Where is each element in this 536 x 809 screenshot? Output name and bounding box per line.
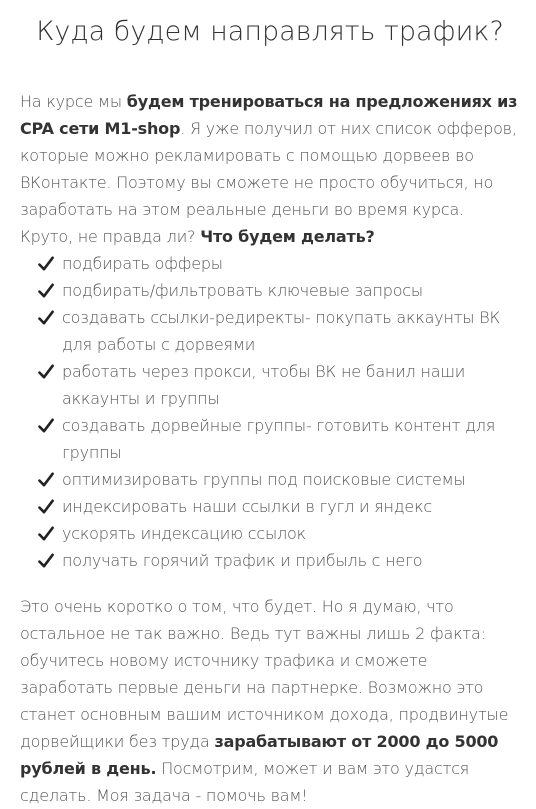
outro-text-1: Это очень коротко о том, что будет. Но я думаю, что остальное не так важно. Ведь тут важны лишь 2 факта: обучитесь новому источнику трафика и сможете заработать первые деньги на партнерке. Возможно это станет основным вашим источником дохода, продвинутые дорвейщики без труда xyxy=(20,597,509,751)
intro-text-2: . Я уже получил от них список офферов, которые можно рекламировать с помощью дорвеев во ВКонтакте. Поэтому вы сможете не просто обучиться, но заработать на этом реальные деньги во время курса. Круто, не правда ли? xyxy=(20,119,517,246)
todo-item-label: создавать ссылки-редиректы- покупать аккаунты ВК для работы с дорвеями xyxy=(62,308,501,354)
todo-list xyxy=(20,250,520,574)
check-icon xyxy=(38,499,54,515)
todo-item-label: оптимизировать группы под поисковые системы xyxy=(62,470,466,489)
todo-item xyxy=(38,304,520,358)
todo-item-label: работать через прокси, чтобы ВК не банил наши аккаунты и группы xyxy=(62,362,466,408)
todo-item xyxy=(38,493,520,520)
check-icon xyxy=(38,418,54,434)
todo-item xyxy=(38,250,520,277)
check-icon xyxy=(38,256,54,272)
page-title: Куда будем направлять трафик? xyxy=(36,16,504,47)
todo-item-label: получать горячий трафик и прибыль с него xyxy=(62,551,423,570)
todo-item-label: подбирать офферы xyxy=(62,254,223,273)
todo-item xyxy=(38,358,520,412)
intro-highlight-course: будем тренироваться на предложениях из CPA сети M1-shop xyxy=(20,92,518,138)
check-icon xyxy=(38,472,54,488)
check-icon xyxy=(38,364,54,380)
intro-text-1: На курсе мы xyxy=(20,92,127,111)
todo-item xyxy=(38,412,520,466)
outro-paragraph xyxy=(20,593,520,809)
check-icon xyxy=(38,310,54,326)
intro-paragraph xyxy=(20,88,520,250)
outro-highlight-income: зарабатывают от 2000 до 5000 рублей в день. xyxy=(20,732,499,778)
todo-item xyxy=(38,466,520,493)
check-icon xyxy=(38,283,54,299)
todo-item-label: ускорять индексацию ссылок xyxy=(62,524,306,543)
todo-item xyxy=(38,547,520,574)
todo-item xyxy=(38,520,520,547)
todo-item xyxy=(38,277,520,304)
outro-text-2: Посмотрим, может и вам это удастся сделать. Моя задача - помочь вам! xyxy=(20,759,470,805)
todo-item-label: создавать дорвейные группы- готовить контент для группы xyxy=(62,416,496,462)
check-icon xyxy=(38,526,54,542)
intro-question: Что будем делать? xyxy=(200,227,375,246)
todo-item-label: подбирать/фильтровать ключевые запросы xyxy=(62,281,423,300)
check-icon xyxy=(38,553,54,569)
todo-item-label: индексировать наши ссылки в гугл и яндекс xyxy=(62,497,432,516)
